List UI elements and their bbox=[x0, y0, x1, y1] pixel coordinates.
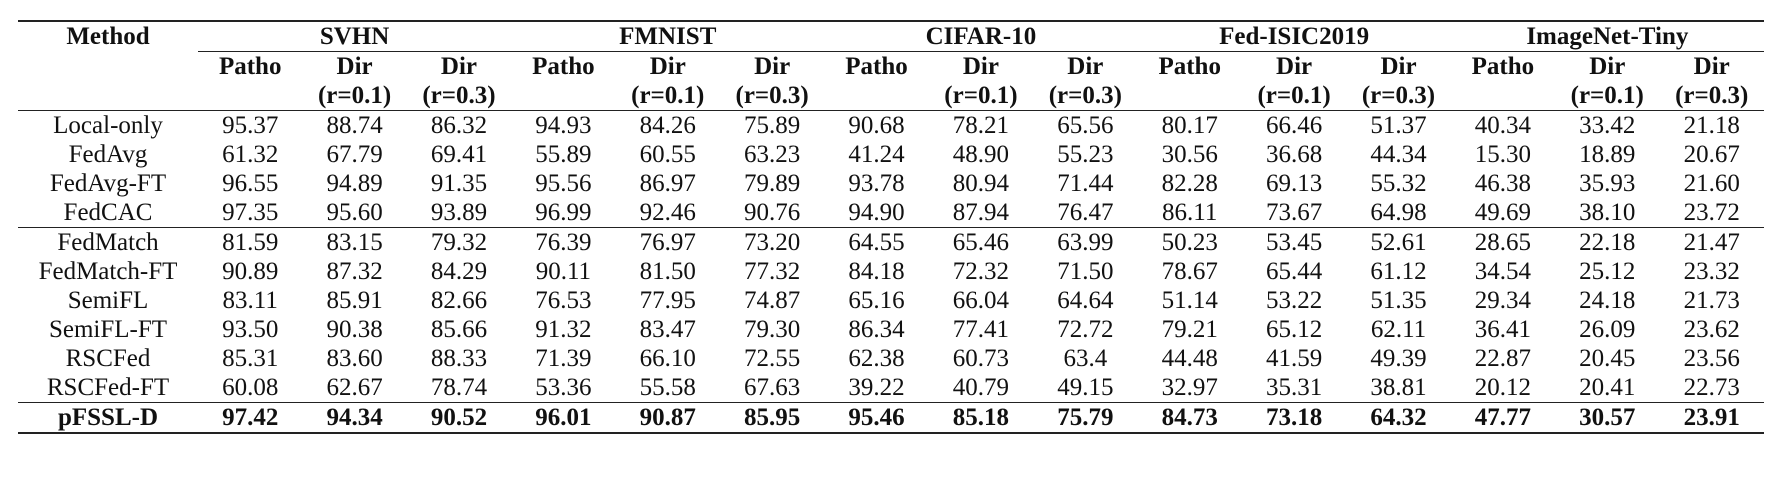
value-cell: 97.42 bbox=[198, 403, 302, 434]
subheader-line1: Dir bbox=[649, 53, 686, 80]
value-cell: 51.37 bbox=[1346, 111, 1450, 141]
value-cell: 90.87 bbox=[616, 403, 720, 434]
value-cell: 64.32 bbox=[1346, 403, 1450, 434]
method-name-cell: FedAvg-FT bbox=[49, 170, 167, 197]
value-cell: 52.61 bbox=[1346, 228, 1450, 258]
method-name-cell: Local-only bbox=[18, 111, 198, 141]
subheader-line2: (r=0.1) bbox=[631, 82, 705, 109]
value-cell: 44.34 bbox=[1370, 141, 1427, 168]
value-cell: 77.32 bbox=[744, 258, 801, 285]
value-cell: 91.35 bbox=[430, 170, 488, 197]
value-cell: 36.41 bbox=[1474, 316, 1531, 343]
method-name-cell: RSCFed-FT bbox=[46, 374, 170, 401]
table-row bbox=[18, 228, 1764, 258]
method-name-cell: FedMatch-FT bbox=[38, 258, 178, 285]
value-cell: 79.32 bbox=[407, 228, 511, 258]
value-cell: 65.46 bbox=[929, 228, 1033, 258]
value-cell: 88.74 bbox=[302, 111, 406, 141]
subheader-line2: (r=0.3) bbox=[1048, 82, 1122, 109]
value-cell: 83.47 bbox=[639, 316, 696, 343]
table-body bbox=[18, 111, 1764, 434]
table-row bbox=[18, 286, 1764, 315]
dataset-header-fed-isic2019: Fed-ISIC2019 bbox=[1138, 21, 1451, 52]
value-cell: 22.87 bbox=[1474, 345, 1531, 372]
value-cell: 41.59 bbox=[1265, 345, 1323, 372]
value-cell: 71.39 bbox=[535, 345, 592, 372]
value-cell: 75.79 bbox=[1033, 403, 1137, 434]
value-cell: 85.31 bbox=[222, 345, 279, 372]
subheader-line2 bbox=[1138, 81, 1242, 111]
value-cell: 87.32 bbox=[326, 258, 383, 285]
value-cell: 23.72 bbox=[1683, 199, 1740, 226]
value-cell: 61.32 bbox=[222, 141, 279, 168]
value-cell: 86.32 bbox=[407, 111, 511, 141]
value-cell: 46.38 bbox=[1474, 170, 1531, 197]
value-cell: 30.56 bbox=[1161, 141, 1218, 168]
subheader-line1: Dir bbox=[1380, 53, 1417, 80]
value-cell: 30.57 bbox=[1555, 403, 1659, 434]
table-row bbox=[18, 315, 1764, 344]
value-cell: 96.55 bbox=[222, 170, 279, 197]
method-name-cell: FedMatch bbox=[18, 228, 198, 258]
method-name-cell: pFSSL-D bbox=[18, 403, 198, 434]
value-cell: 21.18 bbox=[1659, 111, 1764, 141]
value-cell: 83.15 bbox=[302, 228, 406, 258]
value-cell: 55.58 bbox=[639, 374, 696, 401]
subheader-line2: (r=0.1) bbox=[317, 82, 392, 109]
subheader-row-2 bbox=[18, 81, 1764, 111]
subheader-line2: (r=0.1) bbox=[944, 82, 1018, 109]
table-row bbox=[18, 344, 1764, 373]
subheader-line1: Dir bbox=[754, 53, 791, 80]
value-cell: 79.89 bbox=[744, 170, 801, 197]
value-cell: 84.26 bbox=[616, 111, 720, 141]
value-cell: 79.30 bbox=[744, 316, 801, 343]
value-cell: 93.78 bbox=[848, 170, 905, 197]
value-cell: 69.41 bbox=[430, 141, 488, 168]
dataset-header-cifar10: CIFAR-10 bbox=[824, 21, 1137, 52]
subheader-line2: (r=0.3) bbox=[422, 82, 496, 109]
value-cell: 96.99 bbox=[535, 199, 592, 226]
value-cell: 96.01 bbox=[511, 403, 615, 434]
value-cell: 48.90 bbox=[952, 141, 1010, 168]
value-cell: 18.89 bbox=[1579, 141, 1636, 168]
value-cell: 67.63 bbox=[744, 374, 801, 401]
subheader-line2: (r=0.3) bbox=[1675, 82, 1749, 109]
value-cell: 95.46 bbox=[824, 403, 928, 434]
subheader-line1: Dir bbox=[1693, 53, 1730, 80]
value-cell: 23.91 bbox=[1659, 403, 1764, 434]
value-cell: 66.46 bbox=[1242, 111, 1346, 141]
value-cell: 23.32 bbox=[1683, 258, 1740, 285]
value-cell: 90.89 bbox=[222, 258, 279, 285]
value-cell: 66.10 bbox=[639, 345, 696, 372]
subheader-row-1 bbox=[18, 52, 1764, 82]
subheader-line1: Dir bbox=[1589, 53, 1626, 80]
value-cell: 22.18 bbox=[1555, 228, 1659, 258]
results-table bbox=[18, 20, 1764, 434]
value-cell: 63.4 bbox=[1063, 345, 1108, 372]
subheader-line1: Dir bbox=[440, 53, 478, 80]
subheader-line1: Patho bbox=[218, 53, 282, 80]
value-cell: 15.30 bbox=[1474, 141, 1531, 168]
value-cell: 24.18 bbox=[1579, 287, 1636, 314]
value-cell: 82.66 bbox=[430, 287, 488, 314]
value-cell: 32.97 bbox=[1161, 374, 1218, 401]
value-cell: 86.97 bbox=[639, 170, 696, 197]
method-header: Method bbox=[18, 21, 198, 111]
subheader-line2 bbox=[824, 81, 928, 111]
value-cell: 67.79 bbox=[326, 141, 383, 168]
value-cell: 23.62 bbox=[1683, 316, 1740, 343]
value-cell: 95.56 bbox=[535, 170, 592, 197]
value-cell: 93.50 bbox=[222, 316, 279, 343]
value-cell: 44.48 bbox=[1161, 345, 1218, 372]
method-name-cell: SemiFL bbox=[67, 287, 149, 314]
value-cell: 90.76 bbox=[744, 199, 801, 226]
value-cell: 91.32 bbox=[535, 316, 592, 343]
value-cell: 64.64 bbox=[1057, 287, 1114, 314]
value-cell: 93.89 bbox=[430, 199, 488, 226]
value-cell: 62.67 bbox=[326, 374, 383, 401]
subheader-line2: (r=0.1) bbox=[1257, 82, 1331, 109]
subheader-line1: Dir bbox=[1067, 53, 1104, 80]
value-cell: 29.34 bbox=[1474, 287, 1531, 314]
value-cell: 90.11 bbox=[535, 258, 592, 285]
value-cell: 21.60 bbox=[1683, 170, 1740, 197]
value-cell: 64.98 bbox=[1370, 199, 1427, 226]
value-cell: 94.89 bbox=[326, 170, 383, 197]
value-cell: 72.32 bbox=[952, 258, 1010, 285]
subheader-line1: Patho bbox=[845, 53, 908, 80]
value-cell: 62.38 bbox=[848, 345, 905, 372]
dataset-header-svhn: SVHN bbox=[198, 21, 511, 52]
value-cell: 53.45 bbox=[1242, 228, 1346, 258]
table-header bbox=[18, 21, 1764, 111]
value-cell: 78.21 bbox=[929, 111, 1033, 141]
value-cell: 66.04 bbox=[952, 287, 1010, 314]
value-cell: 79.21 bbox=[1161, 316, 1218, 343]
dataset-header-row bbox=[18, 21, 1764, 52]
value-cell: 20.12 bbox=[1474, 374, 1531, 401]
results-table-container bbox=[18, 20, 1764, 434]
value-cell: 50.23 bbox=[1138, 228, 1242, 258]
value-cell: 76.97 bbox=[616, 228, 720, 258]
value-cell: 51.14 bbox=[1161, 287, 1218, 314]
value-cell: 34.54 bbox=[1474, 258, 1531, 285]
value-cell: 55.89 bbox=[535, 141, 592, 168]
value-cell: 95.37 bbox=[198, 111, 302, 141]
dataset-header-fmnist: FMNIST bbox=[511, 21, 824, 52]
method-name-cell: FedCAC bbox=[63, 199, 153, 226]
value-cell: 84.29 bbox=[430, 258, 488, 285]
value-cell: 83.11 bbox=[222, 287, 278, 314]
value-cell: 77.95 bbox=[639, 287, 696, 314]
value-cell: 85.66 bbox=[430, 316, 488, 343]
value-cell: 49.39 bbox=[1370, 345, 1427, 372]
value-cell: 94.90 bbox=[848, 199, 905, 226]
value-cell: 25.12 bbox=[1579, 258, 1636, 285]
value-cell: 49.15 bbox=[1057, 374, 1114, 401]
value-cell: 63.99 bbox=[1033, 228, 1137, 258]
value-cell: 90.52 bbox=[407, 403, 511, 434]
value-cell: 85.95 bbox=[720, 403, 824, 434]
value-cell: 40.34 bbox=[1451, 111, 1555, 141]
value-cell: 65.16 bbox=[848, 287, 905, 314]
subheader-line1: Patho bbox=[1471, 53, 1535, 80]
subheader-line1: Dir bbox=[962, 53, 999, 80]
value-cell: 81.50 bbox=[639, 258, 696, 285]
value-cell: 75.89 bbox=[720, 111, 824, 141]
value-cell: 28.65 bbox=[1451, 228, 1555, 258]
value-cell: 53.22 bbox=[1265, 287, 1323, 314]
table-row bbox=[18, 373, 1764, 403]
subheader-line1: Patho bbox=[1158, 53, 1221, 80]
value-cell: 92.46 bbox=[639, 199, 696, 226]
value-cell: 84.73 bbox=[1138, 403, 1242, 434]
value-cell: 55.32 bbox=[1370, 170, 1427, 197]
value-cell: 49.69 bbox=[1474, 199, 1531, 226]
value-cell: 82.28 bbox=[1161, 170, 1218, 197]
value-cell: 72.55 bbox=[744, 345, 801, 372]
subheader-line2: (r=0.3) bbox=[1361, 82, 1436, 109]
value-cell: 81.59 bbox=[198, 228, 302, 258]
value-cell: 65.12 bbox=[1265, 316, 1323, 343]
value-cell: 40.79 bbox=[952, 374, 1010, 401]
value-cell: 72.72 bbox=[1057, 316, 1114, 343]
subheader-line2 bbox=[198, 81, 302, 111]
subheader-line2 bbox=[511, 81, 615, 111]
subheader-line1: Dir bbox=[1276, 53, 1313, 80]
value-cell: 83.60 bbox=[326, 345, 383, 372]
value-cell: 55.23 bbox=[1057, 141, 1114, 168]
value-cell: 20.67 bbox=[1683, 141, 1740, 168]
value-cell: 61.12 bbox=[1370, 258, 1427, 285]
value-cell: 51.35 bbox=[1370, 287, 1427, 314]
value-cell: 78.74 bbox=[430, 374, 488, 401]
method-name-cell: SemiFL-FT bbox=[48, 316, 168, 343]
value-cell: 69.13 bbox=[1265, 170, 1323, 197]
value-cell: 85.91 bbox=[326, 287, 383, 314]
value-cell: 87.94 bbox=[952, 199, 1010, 226]
value-cell: 76.53 bbox=[535, 287, 592, 314]
value-cell: 20.45 bbox=[1579, 345, 1636, 372]
value-cell: 60.08 bbox=[222, 374, 279, 401]
value-cell: 39.22 bbox=[848, 374, 905, 401]
value-cell: 33.42 bbox=[1555, 111, 1659, 141]
value-cell: 36.68 bbox=[1265, 141, 1323, 168]
value-cell: 73.20 bbox=[720, 228, 824, 258]
subheader-line2: (r=0.1) bbox=[1570, 82, 1644, 109]
value-cell: 77.41 bbox=[952, 316, 1010, 343]
value-cell: 38.10 bbox=[1579, 199, 1636, 226]
value-cell: 88.33 bbox=[430, 345, 488, 372]
table-row bbox=[18, 140, 1764, 169]
value-cell: 90.38 bbox=[326, 316, 383, 343]
table-row bbox=[18, 111, 1764, 141]
value-cell: 47.77 bbox=[1451, 403, 1555, 434]
value-cell: 22.73 bbox=[1683, 374, 1740, 401]
subheader-line1: Dir bbox=[336, 53, 373, 80]
value-cell: 74.87 bbox=[744, 287, 801, 314]
table-row bbox=[18, 403, 1764, 434]
value-cell: 86.34 bbox=[848, 316, 905, 343]
value-cell: 85.18 bbox=[929, 403, 1033, 434]
value-cell: 63.23 bbox=[744, 141, 801, 168]
value-cell: 60.55 bbox=[639, 141, 696, 168]
value-cell: 21.47 bbox=[1659, 228, 1764, 258]
value-cell: 21.73 bbox=[1683, 287, 1740, 314]
value-cell: 71.44 bbox=[1057, 170, 1114, 197]
method-name-cell: FedAvg bbox=[68, 141, 148, 168]
value-cell: 60.73 bbox=[952, 345, 1010, 372]
subheader-line2 bbox=[1451, 81, 1555, 111]
value-cell: 53.36 bbox=[535, 374, 592, 401]
value-cell: 71.50 bbox=[1057, 258, 1114, 285]
value-cell: 94.93 bbox=[511, 111, 615, 141]
value-cell: 90.68 bbox=[824, 111, 928, 141]
value-cell: 80.17 bbox=[1138, 111, 1242, 141]
value-cell: 97.35 bbox=[222, 199, 279, 226]
value-cell: 62.11 bbox=[1370, 316, 1427, 343]
method-name-cell: RSCFed bbox=[65, 345, 151, 372]
value-cell: 64.55 bbox=[824, 228, 928, 258]
value-cell: 65.44 bbox=[1265, 258, 1323, 285]
value-cell: 35.93 bbox=[1579, 170, 1636, 197]
value-cell: 76.47 bbox=[1057, 199, 1114, 226]
value-cell: 78.67 bbox=[1161, 258, 1218, 285]
value-cell: 80.94 bbox=[952, 170, 1010, 197]
table-row bbox=[18, 169, 1764, 198]
value-cell: 76.39 bbox=[511, 228, 615, 258]
dataset-header-imagenet-tiny: ImageNet-Tiny bbox=[1451, 21, 1764, 52]
value-cell: 23.56 bbox=[1683, 345, 1740, 372]
table-row bbox=[18, 257, 1764, 286]
subheader-line2: (r=0.3) bbox=[735, 82, 809, 109]
value-cell: 20.41 bbox=[1579, 374, 1636, 401]
value-cell: 26.09 bbox=[1579, 316, 1636, 343]
value-cell: 38.81 bbox=[1370, 374, 1427, 401]
value-cell: 41.24 bbox=[848, 141, 905, 168]
value-cell: 73.18 bbox=[1242, 403, 1346, 434]
subheader-line1: Patho bbox=[532, 53, 595, 80]
value-cell: 94.34 bbox=[302, 403, 406, 434]
value-cell: 86.11 bbox=[1162, 199, 1218, 226]
table-row bbox=[18, 198, 1764, 228]
value-cell: 35.31 bbox=[1265, 374, 1323, 401]
value-cell: 73.67 bbox=[1265, 199, 1323, 226]
value-cell: 65.56 bbox=[1033, 111, 1137, 141]
value-cell: 95.60 bbox=[326, 199, 383, 226]
value-cell: 84.18 bbox=[848, 258, 905, 285]
